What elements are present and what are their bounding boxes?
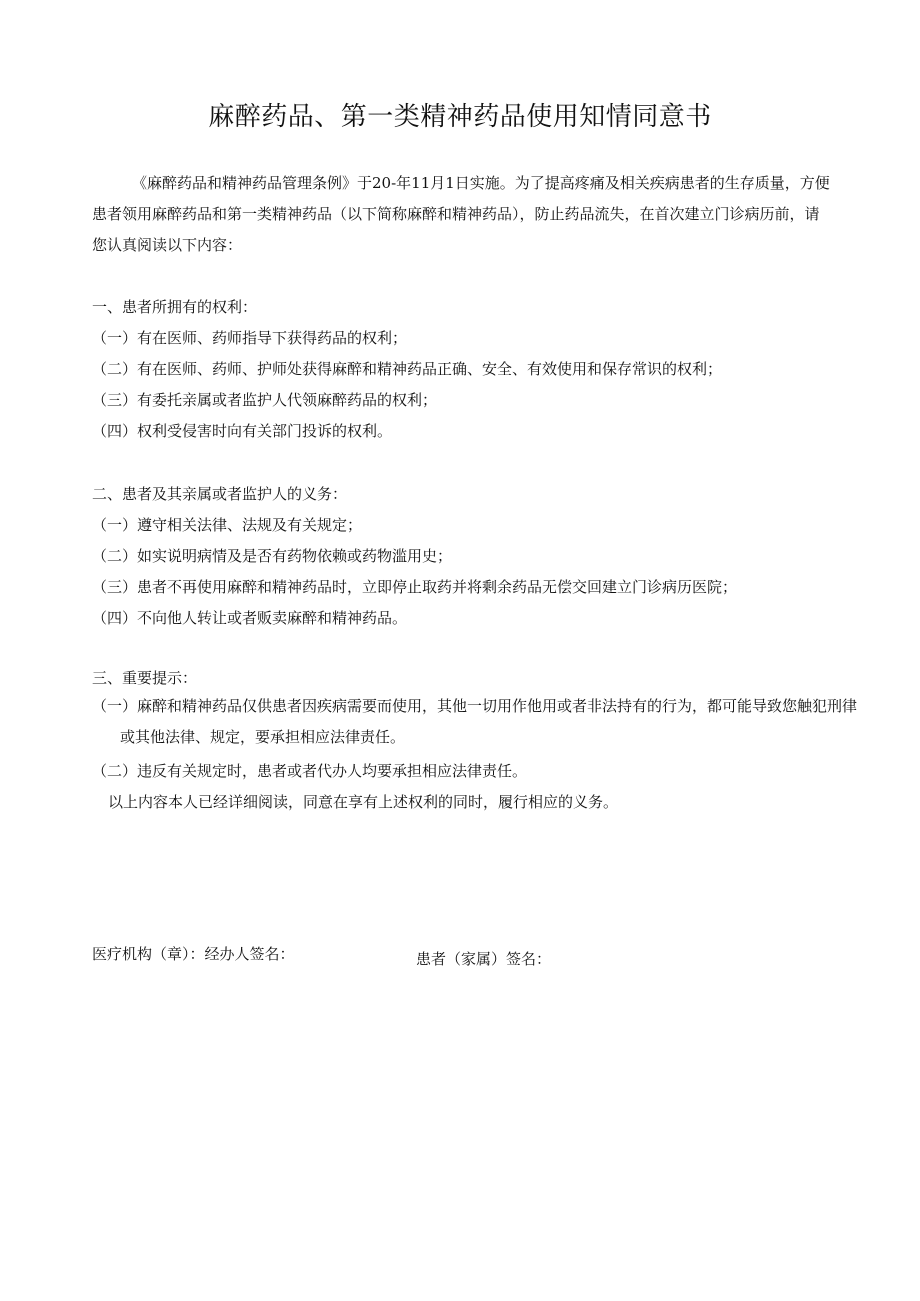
obligations-item-1: （一）遵守相关法律、法规及有关规定； (92, 516, 363, 534)
notice-item-1: （一）麻醉和精神药品仅供患者因疾病需要而使用，其他一切用作他用或者非法持有的行为，都可能导致您触犯刑律或其他法律、规定，要承担相应法律责任。 (92, 697, 858, 746)
section-3-heading: 三、重要提示： (92, 669, 198, 687)
institution-signature-label: 医疗机构（章）：经办人签名： (92, 945, 295, 963)
notice-item-2: （二）违反有关规定时，患者或者代办人均要承担相应法律责任。 (92, 762, 528, 780)
document-title: 麻醉药品、第一类精神药品使用知情同意书 (208, 102, 712, 132)
rights-item-4: （四）权利受侵害时向有关部门投诉的权利。 (92, 422, 393, 440)
consent-statement: 以上内容本人已经详细阅读，同意在享有上述权利的同时，履行相应的义务。 (108, 793, 619, 811)
rights-item-3: （三）有委托亲属或者监护人代领麻醉药品的权利； (92, 391, 438, 409)
obligations-item-3: （三）患者不再使用麻醉和精神药品时，立即停止取药并将剩余药品无偿交回建立门诊病历医院； (92, 578, 738, 596)
obligations-item-2: （二）如实说明病情及是否有药物依赖或药物滥用史； (92, 547, 453, 565)
section-2-heading: 二、患者及其亲属或者监护人的义务： (92, 485, 348, 503)
intro-paragraph: 《麻醉药品和精神药品管理条例》于20-年11月1日实施。为了提高疼痛及相关疾病患者的生存质量，方便患者领用麻醉药品和第一类精神药品（以下简称麻醉和精神药品），防止药品流失，在首次建立门诊病历前，请您认真阅读以下内容： (92, 174, 830, 254)
obligations-item-4: （四）不向他人转让或者贩卖麻醉和精神药品。 (92, 609, 408, 627)
section-1-heading: 一、患者所拥有的权利： (92, 298, 258, 316)
rights-item-2: （二）有在医师、药师、护师处获得麻醉和精神药品正确、安全、有效使用和保存常识的权利； (92, 360, 723, 378)
patient-signature-label: 患者（家属）签名： (416, 950, 552, 968)
rights-item-1: （一）有在医师、药师指导下获得药品的权利； (92, 329, 408, 347)
